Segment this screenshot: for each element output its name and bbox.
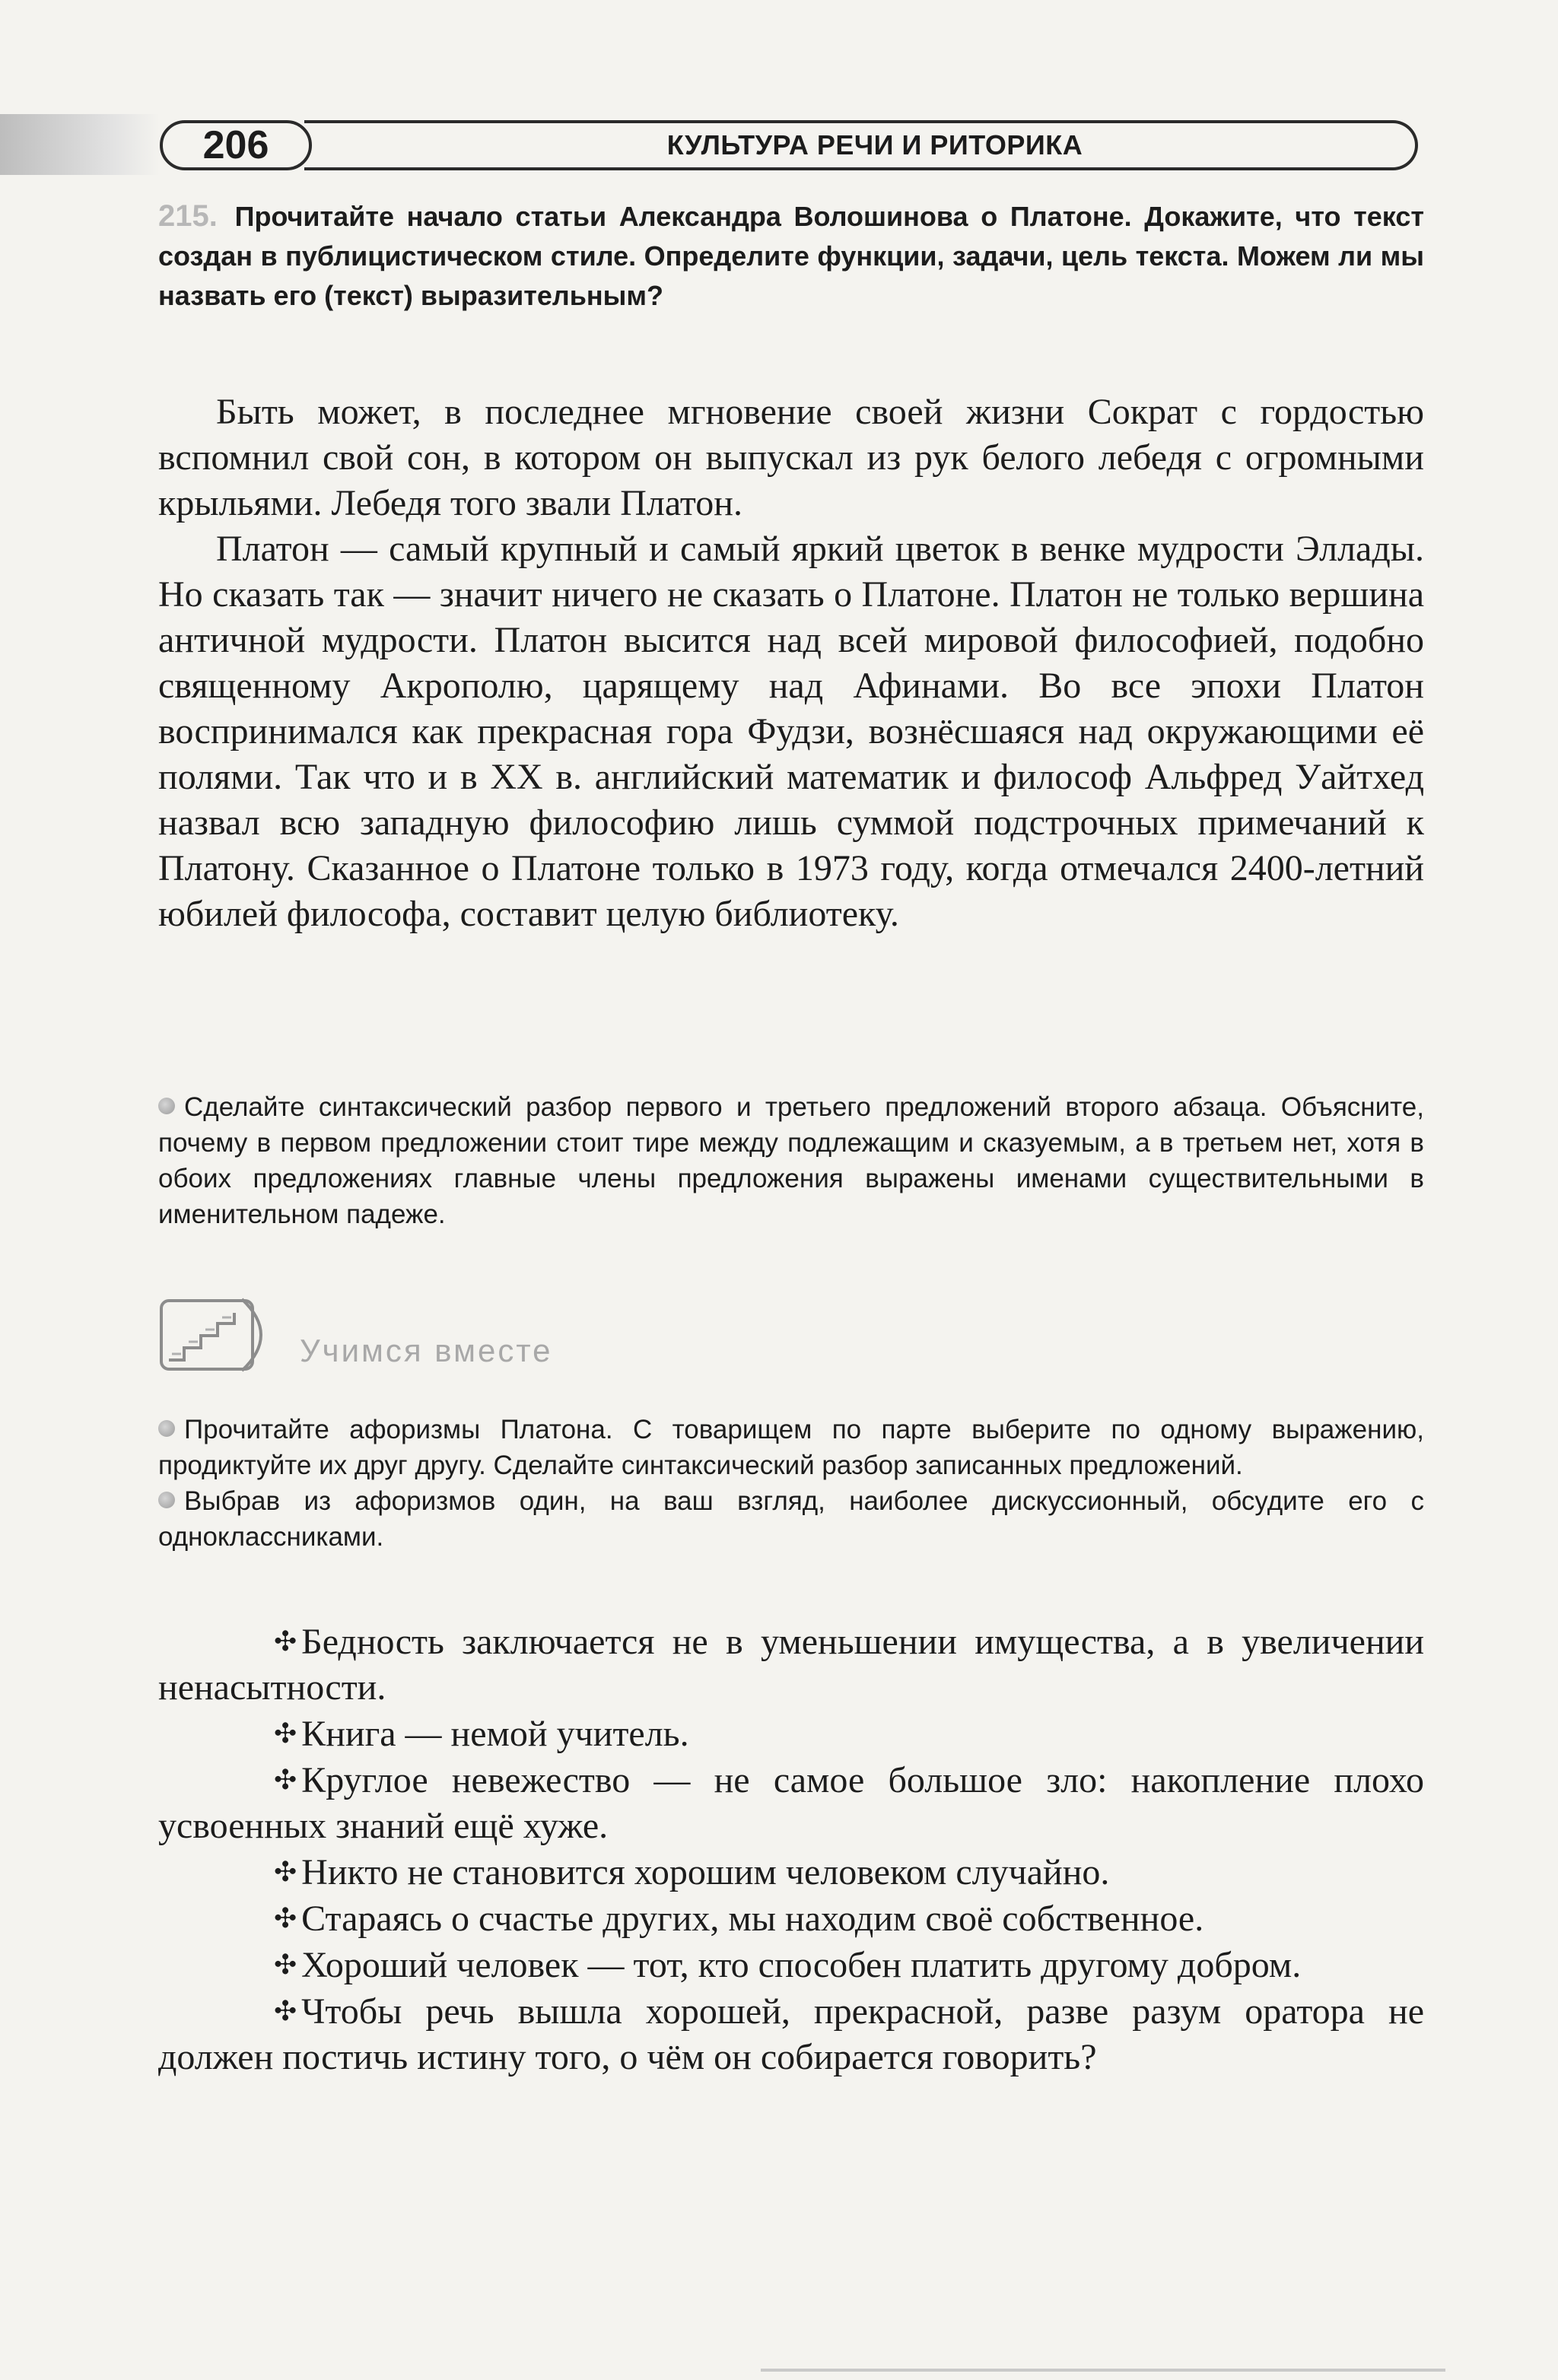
assignment-item: Выбрав из афоризмов один, на ваш взгляд, наиболее дискуссионный, обсудите его с одноклассниками. bbox=[158, 1486, 1424, 1552]
exercise-number: 215. bbox=[158, 199, 218, 233]
stairs-icon bbox=[158, 1293, 280, 1377]
bullet-dot-icon bbox=[158, 1098, 175, 1114]
note-text: Сделайте синтаксический разбор первого и третьего предложений второго абзаца. Объясните, почему в первом предложении стоит тире между подлежащим и сказуемым, а в третьем нет, хотя в обоих предложениях главные члены предложения выражены именами существительными в именительном падеже. bbox=[158, 1092, 1424, 1229]
grammar-note bbox=[158, 1089, 1424, 1232]
article-paragraph: Платон — самый крупный и самый яркий цветок в венке мудрости Эллады. Но сказать так — значит ничего не сказать о Платоне. Платон не только вершина античной мудрости. Платон высится над всей мировой философией, подобно священному Акрополю, царящему над Афинами. Во все эпохи Платон воспринимался как прекрасная гора Фудзи, вознёсшаяся над окружающими её полями. Так что и в XX в. английский математик и философ Альфред Уайтхед назвал всю западную философию лишь суммой подстрочных примечаний к Платону. Сказанное о Платоне только в 1973 году, когда отмечался 2400-летний юбилей философа, составит целую библиотеку. bbox=[158, 529, 1424, 934]
article-text bbox=[158, 389, 1424, 937]
bullet-dot-icon bbox=[158, 1420, 175, 1437]
assignment-item: Прочитайте афоризмы Платона. С товарищем по парте выберите по одному выражению, продиктуйте их друг другу. Сделайте синтаксический разбор записанных предложений. bbox=[158, 1415, 1424, 1480]
aphorism-item: ✣ Бедность заключается не в уменьшении имущества, а в увеличении ненасытности. bbox=[158, 1619, 1424, 1711]
assignment-list bbox=[158, 1412, 1424, 1555]
exercise-task bbox=[158, 196, 1424, 316]
aphorism-item: ✣ Книга — немой учитель. bbox=[158, 1711, 1424, 1757]
aphorism-item: ✣ Стараясь о счастье других, мы находим своё собственное. bbox=[158, 1895, 1424, 1942]
scan-bottom-edge bbox=[761, 2369, 1445, 2372]
ornament-icon: ✣ bbox=[274, 1996, 297, 2026]
exercise-text: Прочитайте начало статьи Александра Волошинова о Платоне. Докажите, что текст создан в публицистическом стиле. Определите функции, задачи, цель текста. Можем ли мы назвать его (текст) выразительным? bbox=[158, 201, 1424, 311]
article-paragraph: Быть может, в последнее мгновение своей жизни Сократ с гордостью вспомнил свой сон, в котором он выпускал из рук белого лебедя с огромными крыльями. Лебедя того звали Платон. bbox=[158, 392, 1424, 523]
bullet-dot-icon bbox=[158, 1492, 175, 1508]
ornament-icon: ✣ bbox=[274, 1765, 297, 1795]
page-number: 206 bbox=[160, 120, 312, 170]
scan-edge-shadow bbox=[0, 114, 160, 175]
running-title: КУЛЬТУРА РЕЧИ И РИТОРИКА bbox=[666, 129, 1083, 160]
aphorism-item: ✣ Круглое невежество — не самое большое зло: накопление плохо усвоенных знаний ещё хуже. bbox=[158, 1757, 1424, 1849]
ornament-icon: ✣ bbox=[274, 1949, 297, 1980]
ornament-icon: ✣ bbox=[274, 1718, 297, 1749]
section-title: Учимся вместе bbox=[300, 1333, 553, 1368]
ornament-icon: ✣ bbox=[274, 1903, 297, 1934]
ornament-icon: ✣ bbox=[274, 1857, 297, 1887]
ornament-icon: ✣ bbox=[274, 1626, 297, 1657]
aphorism-item: ✣ Хороший человек — тот, кто способен платить другому добром. bbox=[158, 1942, 1424, 1988]
aphorism-item: ✣ Никто не становится хорошим человеком случайно. bbox=[158, 1849, 1424, 1895]
aphorism-item: ✣ Чтобы речь вышла хорошей, прекрасной, разве разум оратора не должен постичь истину того, о чём он собирается говорить? bbox=[158, 1988, 1424, 2080]
aphorism-list bbox=[158, 1619, 1424, 2080]
